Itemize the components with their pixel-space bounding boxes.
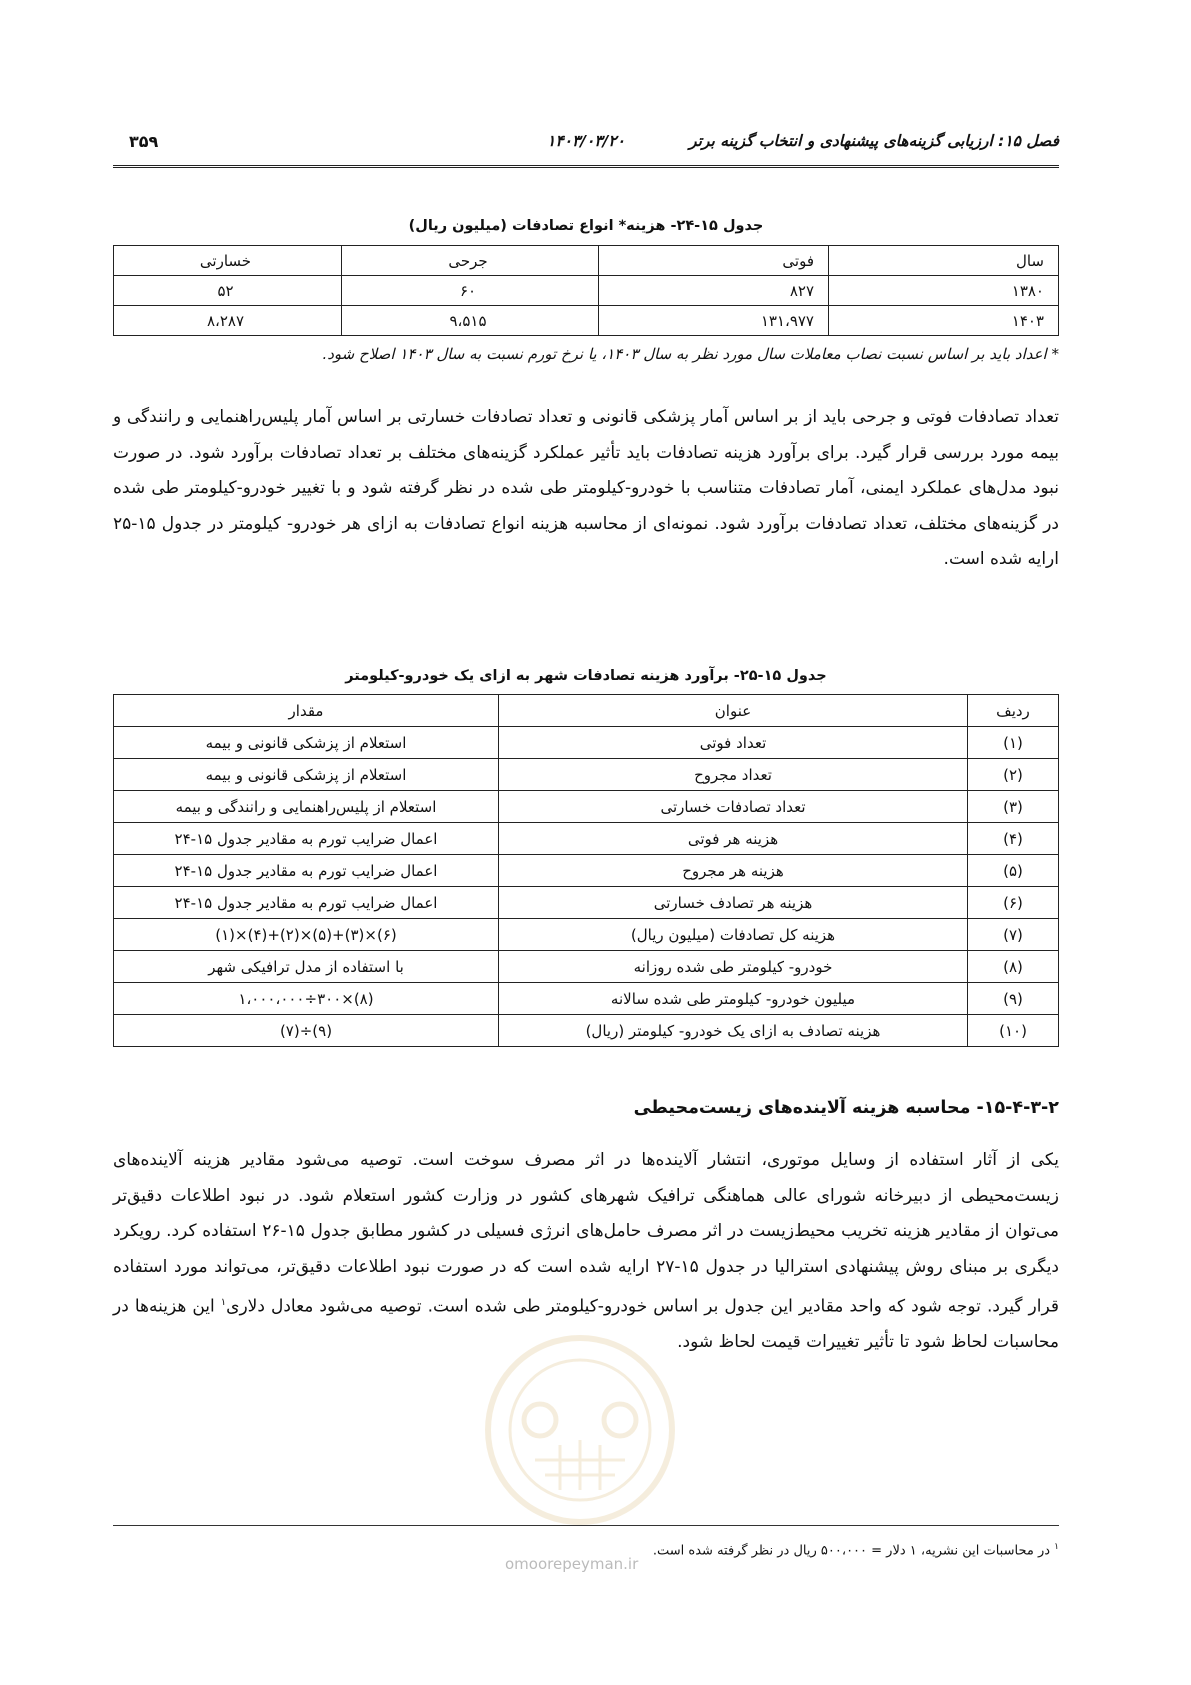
page-header xyxy=(113,132,1059,162)
table-cell: اعمال ضرایب تورم به مقادیر جدول ۱۵-۲۴ xyxy=(114,855,499,887)
table-cell: ۱۳۱،۹۷۷ xyxy=(599,306,829,336)
table-25-caption: جدول ۱۵-۲۵- برآورد هزینه تصادفات شهر به ازای یک خودرو-کیلومتر xyxy=(345,668,827,684)
table-row xyxy=(114,1015,1059,1047)
paragraph-text: یکی از آثار استفاده از وسایل موتوری، انتشار آلاینده‌ها در اثر مصرف سوخت است. توصیه می‌شود مقادیر هزینه آلاینده‌های زیست‌محیطی از دبیرخانه شورای عالی هماهنگی ترافیک شهرهای کشور در وزارت کشور استعلام شود. در نبود اطلاعات دقیق‌تر می‌توان از مقادیر هزینه تخریب محیط‌زیست در اثر مصرف حامل‌های انرژی فسیلی در کشور مطابق جدول ۱۵-۲۶ استفاده کرد. رویکرد دیگری بر مبنای روش پیشنهادی استرالیا در جدول ۱۵-۲۷ ارایه شده است که در صورت نبود اطلاعات دقیق‌تر، می‌تواند مورد استفاده قرار گیرد. توجه شود که واحد مقادیر این جدول بر اساس خودرو-کیلومتر طی شده است. توصیه می‌شود معادل دلاری xyxy=(113,1150,1059,1317)
table-cell: (۳) xyxy=(968,791,1059,823)
table-cell: (۶) xyxy=(968,887,1059,919)
footnote xyxy=(113,1542,1059,1558)
table-cell: هزینه هر مجروح xyxy=(499,855,968,887)
footnote-number: ۱ xyxy=(1054,1542,1059,1552)
header-cell: عنوان xyxy=(499,695,968,727)
table-row xyxy=(114,887,1059,919)
table-row xyxy=(114,823,1059,855)
table-cell: تعداد فوتی xyxy=(499,727,968,759)
header-cell: ردیف xyxy=(968,695,1059,727)
table-row xyxy=(114,919,1059,951)
table-cell: (۹)÷(۷) xyxy=(114,1015,499,1047)
section-heading: ۱۵-۴-۳-۲- محاسبه هزینه آلاینده‌های زیست‌محیطی xyxy=(633,1098,1059,1118)
chapter-title: فصل ۱۵: ارزیابی گزینه‌های پیشنهادی و انتخاب گزینه برتر xyxy=(689,132,1059,150)
header-cell: خسارتی xyxy=(114,246,342,276)
table-cell: ۸،۲۸۷ xyxy=(114,306,342,336)
table-cell: هزینه هر فوتی xyxy=(499,823,968,855)
table-cell: ۵۲ xyxy=(114,276,342,306)
table-cell: هزینه کل تصادفات (میلیون ریال) xyxy=(499,919,968,951)
table-cell: هزینه تصادف به ازای یک خودرو- کیلومتر (ریال) xyxy=(499,1015,968,1047)
table-cell: ۱۴۰۳ xyxy=(829,306,1059,336)
watermark-seal-icon xyxy=(480,1330,680,1530)
table-cell: (۴) xyxy=(968,823,1059,855)
table-cell: ۹،۵۱۵ xyxy=(342,306,599,336)
table-cell: خودرو- کیلومتر طی شده روزانه xyxy=(499,951,968,983)
table-cell: با استفاده از مدل ترافیکی شهر xyxy=(114,951,499,983)
header-cell: جرحی xyxy=(342,246,599,276)
paragraph-text-end: این هزینه‌ها در محاسبات لحاظ شود تا تأثیر تغییرات قیمت لحاظ شود. xyxy=(113,1296,1059,1353)
table-cell: ۸۲۷ xyxy=(599,276,829,306)
page-number: ۳۵۹ xyxy=(129,132,159,151)
paragraph-pollutants xyxy=(113,1143,1059,1361)
table-24 xyxy=(113,245,1059,336)
table-cell: ۱۳۸۰ xyxy=(829,276,1059,306)
footnote-text: در محاسبات این نشریه، ۱ دلار = ۵۰۰،۰۰۰ ریال در نظر گرفته شده است. xyxy=(652,1543,1051,1559)
table-cell: (۱۰) xyxy=(968,1015,1059,1047)
table-cell: میلیون خودرو- کیلومتر طی شده سالانه xyxy=(499,983,968,1015)
table-row xyxy=(114,791,1059,823)
table-row xyxy=(114,276,1059,306)
table-cell: (۷) xyxy=(968,919,1059,951)
table-row xyxy=(114,855,1059,887)
header-cell: مقدار xyxy=(114,695,499,727)
table-cell: (۱) xyxy=(968,727,1059,759)
footnote-rule xyxy=(113,1525,1059,1526)
table-row xyxy=(114,983,1059,1015)
table-row xyxy=(114,306,1059,336)
table-cell: (۵) xyxy=(968,855,1059,887)
header-rule xyxy=(113,165,1059,170)
table-row xyxy=(114,727,1059,759)
table-row xyxy=(114,951,1059,983)
table-cell: استعلام از پزشکی قانونی و بیمه xyxy=(114,727,499,759)
table-25 xyxy=(113,694,1059,1047)
table-cell: (۶)×(۳)+(۵)×(۲)+(۴)×(۱) xyxy=(114,919,499,951)
table-cell: استعلام از پزشکی قانونی و بیمه xyxy=(114,759,499,791)
header-date: ۱۴۰۳/۰۳/۲۰ xyxy=(547,132,625,150)
table-24-note: * اعداد باید بر اساس نسبت نصاب معاملات سال مورد نظر به سال ۱۴۰۳، یا نرخ تورم نسبت به سال ۱۴۰۳ اصلاح شود. xyxy=(322,345,1059,363)
table-cell: استعلام از پلیس‌راهنمایی و رانندگی و بیمه xyxy=(114,791,499,823)
table-cell: (۹) xyxy=(968,983,1059,1015)
table-cell: اعمال ضرایب تورم به مقادیر جدول ۱۵-۲۴ xyxy=(114,887,499,919)
table-cell: (۸) xyxy=(968,951,1059,983)
watermark-text: omoorepeyman.ir xyxy=(505,1555,639,1573)
table-cell: (۲) xyxy=(968,759,1059,791)
table-cell: ۶۰ xyxy=(342,276,599,306)
footnote-mark: ۱ xyxy=(220,1297,227,1308)
table-cell: اعمال ضرایب تورم به مقادیر جدول ۱۵-۲۴ xyxy=(114,823,499,855)
header-cell: فوتی xyxy=(599,246,829,276)
table-cell: تعداد تصادفات خسارتی xyxy=(499,791,968,823)
table-header-row xyxy=(114,695,1059,727)
table-24-caption: جدول ۱۵-۲۴- هزینه* انواع تصادفات (میلیون ریال) xyxy=(408,218,764,234)
header-cell: سال xyxy=(829,246,1059,276)
table-cell: تعداد مجروح xyxy=(499,759,968,791)
table-row xyxy=(114,759,1059,791)
table-header-row xyxy=(114,246,1059,276)
paragraph-accidents: تعداد تصادفات فوتی و جرحی باید از بر اساس آمار پزشکی قانونی و تعداد تصادفات خسارتی بر اساس آمار پلیس‌راهنمایی و رانندگی و بیمه مورد بررسی قرار گیرد. برای برآورد هزینه تصادفات باید تأثیر عملکرد گزینه‌های مختلف بر تعداد تصادفات برآورد شود. در صورت نبود مدل‌های عملکرد ایمنی، آمار تصادفات متناسب با خودرو-کیلومتر طی شده در نظر گرفته شود و با تغییر خودرو-کیلومتر طی شده در گزینه‌های مختلف، تعداد تصادفات برآورد شود. نمونه‌ای از محاسبه هزینه انواع تصادفات به ازای هر خودرو- کیلومتر در جدول ۱۵-۲۵ ارایه شده است. xyxy=(113,407,1059,569)
table-cell: هزینه هر تصادف خسارتی xyxy=(499,887,968,919)
table-cell: (۸)×۳۰۰÷۱،۰۰۰،۰۰۰ xyxy=(114,983,499,1015)
